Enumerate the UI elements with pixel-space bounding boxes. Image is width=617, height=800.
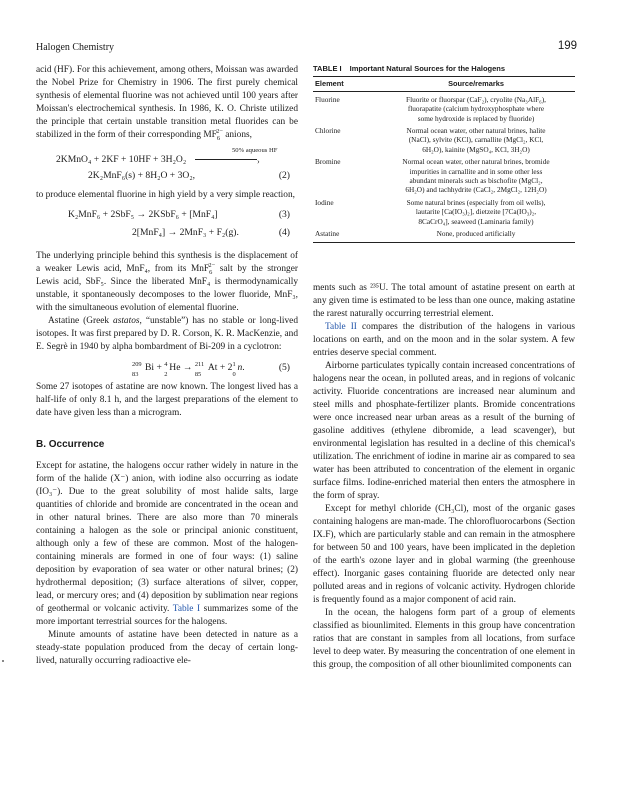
- table-row: [313, 154, 575, 195]
- right-column: [313, 282, 575, 672]
- equation-number: (2): [278, 170, 290, 181]
- table-cell-line: impurities in carnallite and in some other less: [409, 166, 543, 176]
- table-cell-line: (NaCl), sylvite (KCl), carnallite (MgCl₂, KCl,: [408, 135, 544, 145]
- paragraph: Table II compares the distribution of the halogens in various locations on earth, and on the moon and in the solar system. A few entries deserve special comment.: [313, 322, 575, 358]
- table-i-link[interactable]: Table I: [172, 604, 201, 614]
- paragraph: Airborne particulates typically contain increased concentrations of halogens near the ocean, in polluted areas, and in regions of volcanic activity. Fluoride concentrations are increased near aluminum and steel mills and phosphate-fertilizer plants. Bromide concentrations were once increased near urban areas as a result of the burning of gasoline additives (ethylene dibromide, a lead scavenger), but environmental legislation has resulted in a decline of this chemical's utilization. The enrichment of iodine in marine air as compared to sea water has been attributed to concentration of the element in organic surface films. Iodine-enriched material then enters the atmosphere in the form of spray.: [313, 361, 575, 501]
- table-cell-line: fluorapatite (calcium hydroxyphosphate where: [407, 104, 545, 114]
- table-header: [313, 77, 575, 90]
- table-cell-line: Normal ocean water, other natural brines, bromide: [402, 157, 550, 167]
- paragraph: ments such as ²³⁵U. The total amount of astatine present on earth at any given time is estimated to be less than one ounce, making astatine the rarest naturally occurring terrestrial element.: [313, 283, 575, 319]
- table-cell-line: Fluorite or fluorspar (CaF₂), cryolite (Na₃AlF₆),: [406, 94, 546, 104]
- column-header-element: Element: [315, 79, 344, 89]
- equation-5: 209 83 Bi + 4 2 He → 211 85 At + 2 1 0 n. (5): [132, 361, 290, 378]
- table-cell-element: Fluorine: [315, 94, 340, 104]
- running-title: Halogen Chemistry: [36, 42, 115, 53]
- table-ii-link[interactable]: Table II: [325, 322, 357, 332]
- table-natural-sources: [313, 64, 575, 243]
- table-cell-line: 6H₂O), kainite (MgSO₄, KCl, 3H₂O): [422, 144, 530, 154]
- paragraph: The underlying principle behind this synthesis is the displacement of a weaker Lewis acid, MnF₄, from its MnF$_6^{2-}$ salt by the stronger Lewis acid, SbF₅. Since the liberated MnF₄ is thermodynamically unstable, it spontaneously decomposes to the lower fluoride, MnF₃, with the simultaneous evolution of elemental fluorine.: [36, 251, 298, 313]
- table-cell-line: abundant minerals such as bischofite (MgCl₂,: [409, 176, 543, 186]
- margin-mark: [2, 660, 4, 662]
- equation-4: 2[MnF₄] → 2MnF₃ + F₂(g). (4): [132, 227, 290, 238]
- page-number: 199: [557, 40, 577, 52]
- table-cell-source: [377, 229, 575, 238]
- table-cell-element: Astatine: [315, 229, 340, 239]
- table-caption: TABLE I Important Natural Sources for the Halogens: [313, 64, 506, 73]
- section-heading: B. Occurrence: [36, 439, 105, 450]
- equation-2: [36, 145, 298, 185]
- table-cell-line: 6H₂O) and tachhydrite (CaCl₂, 2MgCl₂, 12H₂O): [405, 185, 547, 195]
- paragraph: Except for astatine, the halogens occur rather widely in nature in the form of the halide (X⁻) anion, with iodine also occurring as iodate (IO₃⁻). Due to the great solubility of most halide salts, large quantities of chloride and bromide are concentrated in the ocean and in other natural brines. There are also more than 70 minerals containing a halogen as the sole or principal anionic constituent, although only a few of these are common. Most of the halogen-containing minerals are formed in one of four ways: (1) saline deposition by evaporation of sea water or other natural brines; (2) hydrothermal deposition; (3) surface alterations of silver, copper, lead, or mercury ores; and (4) deposition by sublimation near regions of geothermal or volcanic activity. Table I summarizes some of the more important terrestrial sources for the halogens.: [36, 461, 298, 627]
- paragraph: Minute amounts of astatine have been detected in nature as a steady-state population produced from the decay of certain long-lived, naturally occurring radioactive ele-: [36, 630, 298, 666]
- table-cell-source: [377, 126, 575, 154]
- table-row: [313, 92, 575, 123]
- table-row: [313, 195, 575, 226]
- table-cell-source: [377, 157, 575, 195]
- table-cell-source: [377, 95, 575, 123]
- table-cell-line: Some natural brines (especially from oil wells),: [406, 197, 546, 207]
- paragraph: In the ocean, the halogens form part of a group of elements classified as biounlimited. Elements in this group have concentration ratios that are constant in samples from all locations, from surface level to deep water. By measuring the concentration of one element in this group, the composition of all other biounlimited components can: [313, 608, 575, 670]
- paragraph: Except for methyl chloride (CH₃Cl), most of the organic gases containing halogens are man-made. The chlorofluorocarbons (Section IX.F), which are particularly stable and can remain in the atmosphere for between 50 and 100 years, have been implicated in the depletion of the earth's ozone layer and in global warming (the greenhouse effect). Inorganic gases containing fluoride are detected only near polluted areas and in regions of volcanic activity. Hydrogen chloride is frequently found as a major component of acid rain.: [313, 504, 575, 605]
- table-cell-line: None, produced artificially: [436, 229, 516, 239]
- table-cell-line: some hydroxide is replaced by fluoride): [417, 113, 535, 123]
- table-body: [313, 92, 575, 239]
- paragraph: to produce elemental fluorine in high yield by a very simple reaction,: [36, 190, 295, 200]
- left-column: [36, 64, 298, 668]
- equation-3: K₂MnF₆ + 2SbF₅ → 2KSbF₆ + [MnF₄] (3): [68, 209, 290, 220]
- paragraph: acid (HF). For this achievement, among others, Moissan was awarded the Nobel Prize for Chemistry in 1906. The first purely chemical synthesis of elemental fluorine was not achieved until 100 years after Moissan's electrochemical synthesis. In 1986, K. O. Christe utilized the principle that certain unstable transition metal fluorides can be stabilized in the form of their corresponding $MF_6^{2-}$ anions,: [36, 65, 298, 142]
- table-cell-line: lautarite [Ca(IO₃)₂], dietzeite [7Ca(IO₃)₂,: [415, 207, 537, 217]
- paragraph: Astatine (Greek astatos, “unstable”) has no stable or long-lived isotopes. It was first prepared by D. R. Corson, K. R. MacKenzie, and E. Segrè in 1940 by alpha bombardment of Bi-209 in a cyclotron:: [36, 316, 299, 352]
- table-cell-line: 8CaCrO₄], seaweed (Laminaria family): [418, 216, 534, 226]
- table-cell-source: [377, 198, 575, 226]
- paragraph: Some 27 isotopes of astatine are now known. The longest lived has a half-life of only 8.1 h, and the largest preparations of the element to date have given less than a microgram.: [36, 382, 298, 418]
- table-cell-element: Chlorine: [315, 126, 341, 136]
- equation-lhs: 2KMnO₄ + 2KF + 10HF + 3H₂O₂: [56, 154, 187, 165]
- table-row: [313, 123, 575, 154]
- reaction-arrow: ›: [195, 159, 257, 160]
- table-cell-element: Bromine: [315, 157, 341, 167]
- equation-rhs: 2K₂MnF₆(s) + 8H₂O + 3O₂,: [88, 170, 196, 181]
- table-row: [313, 226, 575, 238]
- table-cell-line: Normal ocean water, other natural brines, halite: [406, 126, 546, 136]
- column-header-source: Source/remarks: [448, 79, 504, 89]
- table-cell-element: Iodine: [315, 197, 334, 207]
- reaction-condition: 50% aqueous HF: [232, 147, 278, 154]
